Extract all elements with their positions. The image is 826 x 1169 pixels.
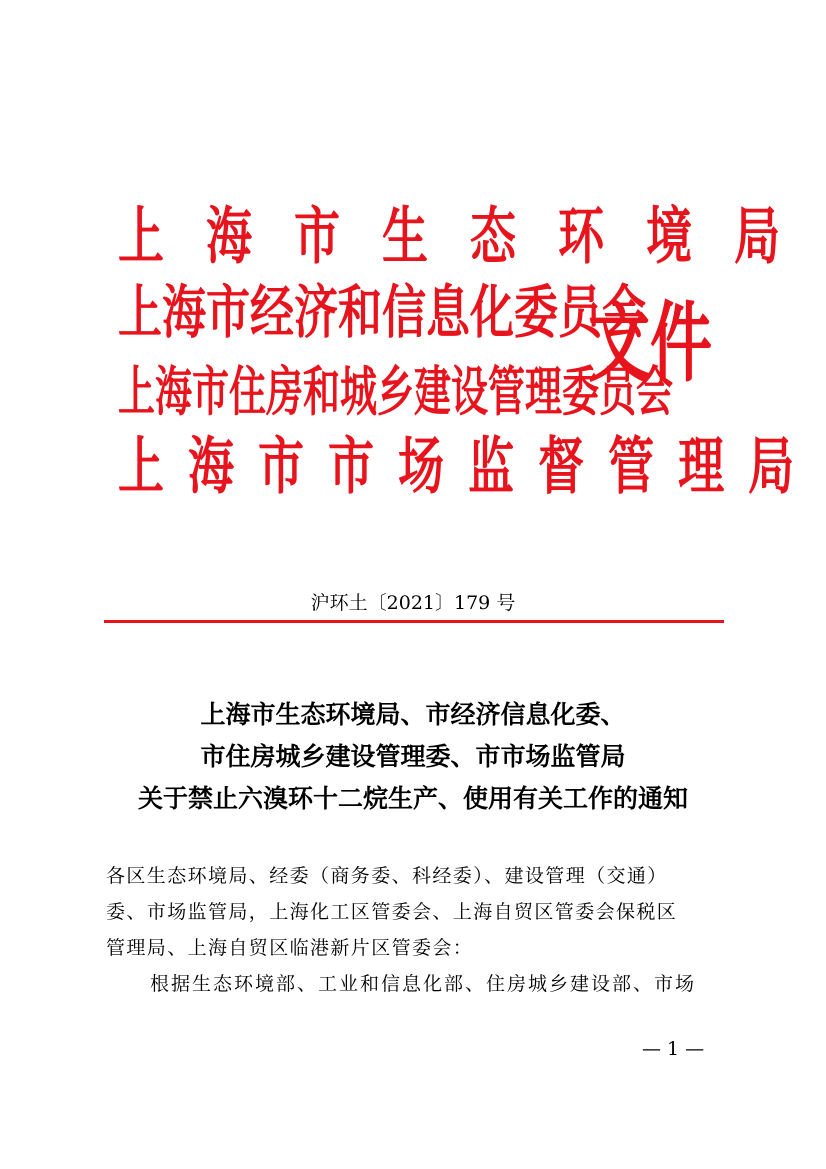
title-line: 市住房城乡建设管理委、市市场监管局	[200, 742, 626, 771]
issuer-market-supervision-bureau: 上 海 市 市 场 监 督 管 理 局	[118, 429, 799, 503]
red-divider	[104, 620, 724, 623]
document-number: 沪环土〔2021〕179 号	[310, 592, 516, 614]
issuer-economy-informatization-commission: 上海市经济和信息化委员会	[118, 279, 646, 347]
document-type-label: 文件	[588, 291, 713, 394]
paragraph-first-line: 根据生态环境部、工业和信息化部、住房城乡建设部、市场	[150, 973, 697, 995]
page-number: — 1 —	[642, 1038, 705, 1060]
recipients-line: 委、市场监管局，上海化工区管委会、上海自贸区管委会保税区	[106, 901, 678, 923]
issuer-ecology-environment-bureau: 上 海 市 生 态 环 境 局	[118, 199, 794, 273]
title-line: 关于禁止六溴环十二烷生产、使用有关工作的通知	[137, 784, 688, 813]
issuer-housing-urban-rural-commission: 上海市住房和城乡建设管理委员会	[118, 360, 673, 423]
document-title	[0, 694, 826, 820]
title-line: 上海市生态环境局、市经济信息化委、	[200, 700, 626, 729]
document-body	[106, 858, 726, 1002]
recipients-line: 管理局、上海自贸区临港新片区管委会：	[106, 937, 474, 959]
recipients-line: 各区生态环境局、经委（商务委、科经委）、建设管理（交通）	[106, 865, 668, 887]
